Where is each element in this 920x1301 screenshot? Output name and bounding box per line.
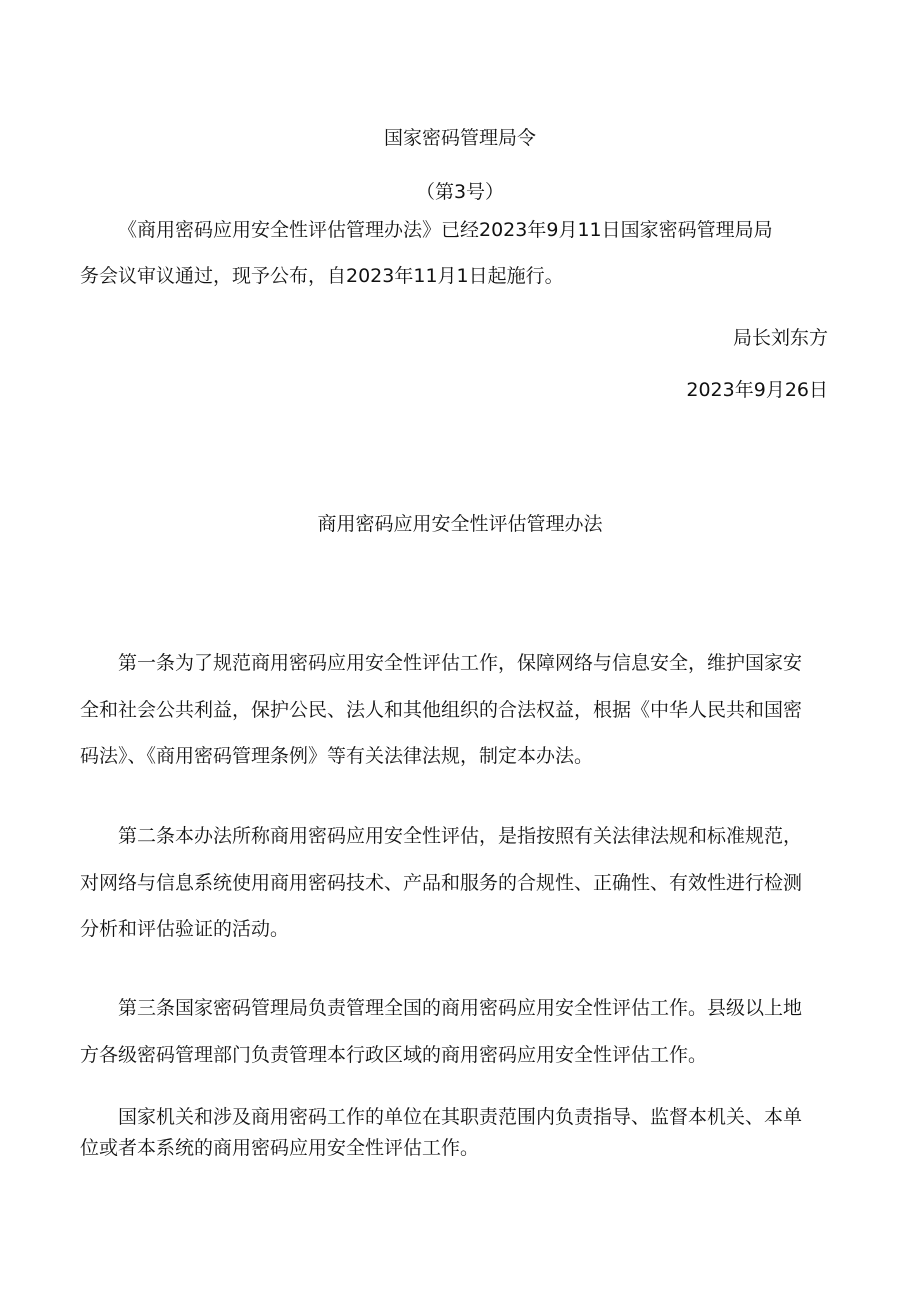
order-date: 2023年9月26日 bbox=[686, 379, 828, 401]
article-3-para-2-line-1: 国家机关和涉及商用密码工作的单位在其职责范围内负责指导、监督本机关、本单 bbox=[118, 1106, 803, 1128]
article-3-para-2-line-2: 位或者本系统的商用密码应用安全性评估工作。 bbox=[80, 1137, 480, 1159]
article-2-line-1: 第二条本办法所称商用密码应用安全性评估，是指按照有关法律法规和标准规范， bbox=[118, 825, 803, 847]
order-body-line-1: 《商用密码应用安全性评估管理办法》已经2023年9月11日国家密码管理局局 bbox=[118, 219, 773, 241]
order-body-line-2: 务会议审议通过，现予公布，自2023年11月1日起施行。 bbox=[80, 265, 564, 287]
article-3-line-2: 方各级密码管理部门负责管理本行政区域的商用密码应用安全性评估工作。 bbox=[80, 1044, 708, 1066]
regulation-title: 商用密码应用安全性评估管理办法 bbox=[317, 513, 603, 535]
article-3-line-1: 第三条国家密码管理局负责管理全国的商用密码应用安全性评估工作。县级以上地 bbox=[118, 997, 803, 1019]
order-title: 国家密码管理局令 bbox=[383, 127, 536, 149]
article-1-line-2: 全和社会公共利益，保护公民、法人和其他组织的合法权益，根据《中华人民共和国密 bbox=[80, 699, 803, 721]
order-number: （第3号） bbox=[415, 181, 505, 203]
article-2-line-2: 对网络与信息系统使用商用密码技术、产品和服务的合规性、正确性、有效性进行检测 bbox=[80, 872, 803, 894]
article-1-line-1: 第一条为了规范商用密码应用安全性评估工作，保障网络与信息安全，维护国家安 bbox=[118, 652, 803, 674]
signatory: 局长刘东方 bbox=[732, 327, 828, 349]
article-1-line-3: 码法》、《商用密码管理条例》等有关法律法规，制定本办法。 bbox=[80, 745, 594, 767]
article-2-line-3: 分析和评估验证的活动。 bbox=[80, 918, 290, 940]
